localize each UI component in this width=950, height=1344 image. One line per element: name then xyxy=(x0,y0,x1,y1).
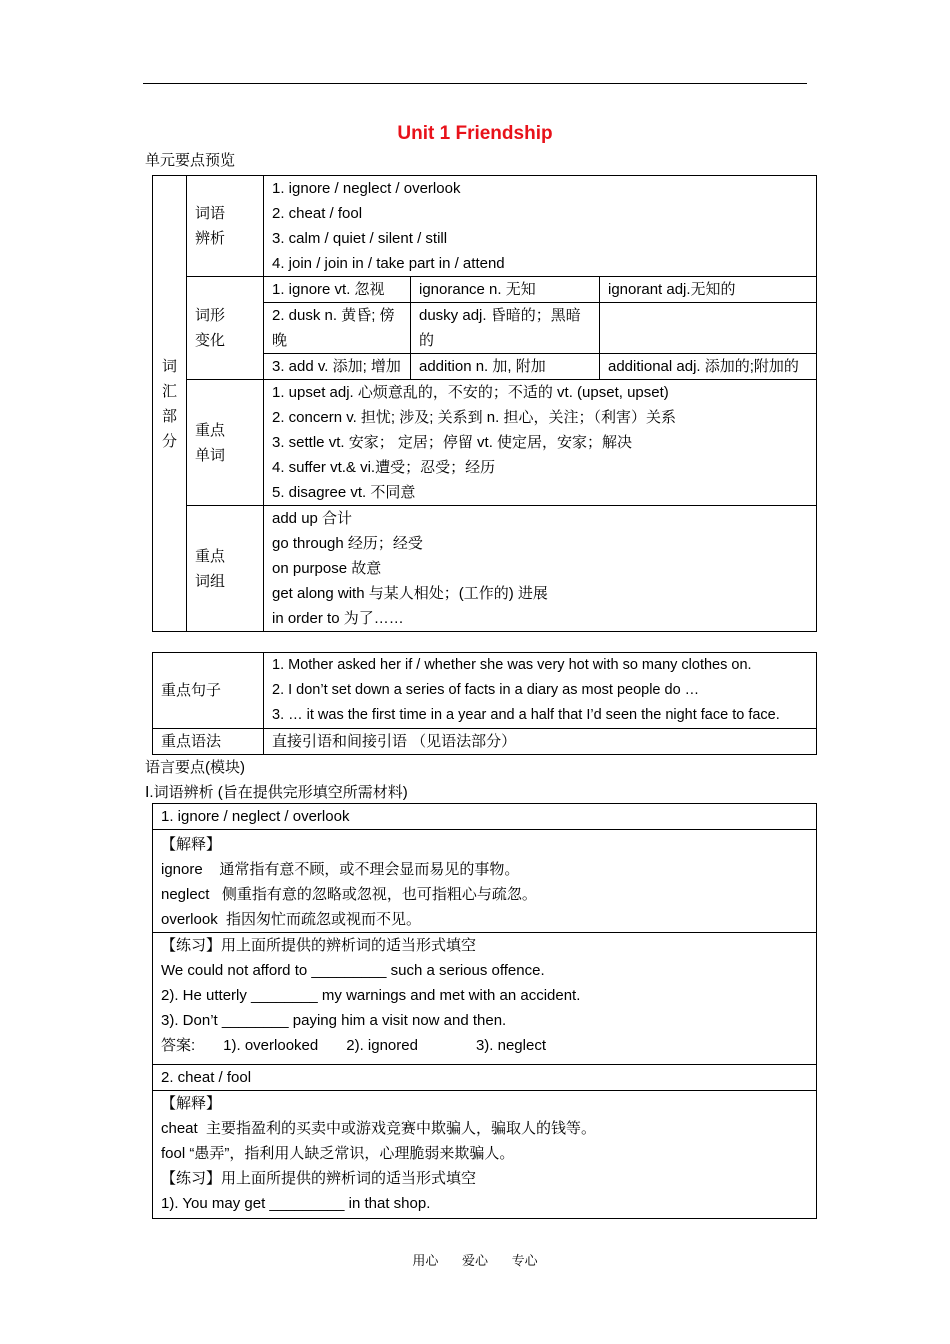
list-item: overlook 指因匆忙而疏忽或视而不见。 xyxy=(161,911,422,928)
list-item: 2. cheat / fool xyxy=(272,205,363,222)
language-points-label: 语言要点(模块) xyxy=(145,759,245,776)
table-cell: dusky adj. 昏暗的；黑暗的 xyxy=(411,303,600,354)
list-item: 2. concern v. 担忧; 涉及; 关系到 n. 担心，关注；（利害）关系 xyxy=(272,409,676,426)
list-item: in order to 为了…… xyxy=(272,610,404,627)
key-sentences-label: 重点句子 xyxy=(153,653,264,729)
word-analysis-label: 词语 辨析 xyxy=(187,176,264,277)
analysis-heading-2: 2. cheat / fool xyxy=(153,1065,817,1091)
list-item: 3. … it was the first time in a year and a half that I’d seen the night face to face. xyxy=(272,707,780,723)
analysis-table xyxy=(152,803,817,1219)
list-item: go through 经历；经受 xyxy=(272,535,423,552)
answer-item: 2). ignored xyxy=(346,1037,418,1054)
section-heading: Ⅰ.词语辨析 (旨在提供完形填空所需材料) xyxy=(145,784,408,801)
vocab-section-label: 词 汇 部 分 xyxy=(153,176,187,632)
list-item: on purpose 故意 xyxy=(272,560,382,577)
list-item: 1. ignore / neglect / overlook xyxy=(272,180,461,197)
word-forms-label: 词形 变化 xyxy=(187,277,264,380)
preview-label: 单元要点预览 xyxy=(145,152,236,169)
list-item: ignore 通常指有意不顾，或不理会显而易见的事物。 xyxy=(161,861,520,878)
list-item: 2). He utterly ________ my warnings and met with an accident. xyxy=(161,987,581,1004)
answer-item: 3). neglect xyxy=(475,1037,546,1054)
practice-block-1 xyxy=(153,933,817,1065)
analysis-heading-1: 1. ignore / neglect / overlook xyxy=(153,804,817,830)
list-item: We could not afford to _________ such a serious offence. xyxy=(161,962,545,979)
key-grammar-value: 直接引语和间接引语 （见语法部分） xyxy=(264,729,817,755)
list-item: get along with 与某人相处；(工作的) 进展 xyxy=(272,585,548,602)
table-cell: ignorance n. 无知 xyxy=(411,277,600,303)
table-cell xyxy=(600,303,817,354)
list-item: 1. upset adj. 心烦意乱的，不安的；不适的 vt. (upset, upset) xyxy=(272,384,669,401)
explanation-block-2 xyxy=(153,1091,817,1219)
practice-label: 【练习】用上面所提供的辨析词的适当形式填空 xyxy=(161,1170,477,1187)
list-item: 4. join / join in / take part in / attend xyxy=(272,255,505,272)
list-item: neglect 侧重指有意的忽略或忽视，也可指粗心与疏忽。 xyxy=(161,886,537,903)
list-item: 3. settle vt. 安家； 定居；停留 vt. 使定居，安家；解决 xyxy=(272,434,633,451)
list-item: fool “愚弄”，指利用人缺乏常识，心理脆弱来欺骗人。 xyxy=(161,1145,515,1162)
answer-line xyxy=(161,1033,808,1058)
key-sentences-list xyxy=(264,653,817,729)
table-cell: 2. dusk n. 黄昏; 傍晚 xyxy=(264,303,411,354)
table-cell: 3. add v. 添加; 增加 xyxy=(264,354,411,380)
list-item: 5. disagree vt. 不同意 xyxy=(272,484,416,501)
list-item: 2. I don’t set down a series of facts in a diary as most people do … xyxy=(272,682,700,698)
word-analysis-list xyxy=(264,176,817,277)
key-phrases-list xyxy=(264,506,817,632)
explain-label: 【解释】 xyxy=(161,836,222,853)
table-cell: ignorant adj.无知的 xyxy=(600,277,817,303)
key-words-label: 重点 单词 xyxy=(187,380,264,506)
table-cell: additional adj. 添加的;附加的 xyxy=(600,354,817,380)
overview-table xyxy=(152,175,817,632)
overview-table-bottom xyxy=(152,652,817,755)
answer-label: 答案: xyxy=(161,1037,196,1054)
list-item: add up 合计 xyxy=(272,510,353,527)
practice-label: 【练习】用上面所提供的辨析词的适当形式填空 xyxy=(161,937,477,954)
key-words-list xyxy=(264,380,817,506)
explanation-block-1 xyxy=(153,830,817,933)
key-phrases-label: 重点 词组 xyxy=(187,506,264,632)
answer-item: 1). overlooked xyxy=(223,1037,319,1054)
header-rule xyxy=(143,83,807,84)
page-footer: 用心 爱心 专心 xyxy=(412,1253,538,1268)
list-item: 3. calm / quiet / silent / still xyxy=(272,230,448,247)
list-item: 3). Don’t ________ paying him a visit now and then. xyxy=(161,1012,507,1029)
table-cell: addition n. 加, 附加 xyxy=(411,354,600,380)
list-item: cheat 主要指盈利的买卖中或游戏竞赛中欺骗人，骗取人的钱等。 xyxy=(161,1120,597,1137)
explain-label: 【解释】 xyxy=(161,1095,222,1112)
table-cell: 1. ignore vt. 忽视 xyxy=(264,277,411,303)
key-grammar-label: 重点语法 xyxy=(153,729,264,755)
page-title: Unit 1 Friendship xyxy=(397,123,553,144)
list-item: 4. suffer vt.& vi.遭受；忍受；经历 xyxy=(272,459,496,476)
list-item: 1. Mother asked her if / whether she was very hot with so many clothes on. xyxy=(272,657,752,673)
list-item: 1). You may get _________ in that shop. xyxy=(161,1195,431,1212)
